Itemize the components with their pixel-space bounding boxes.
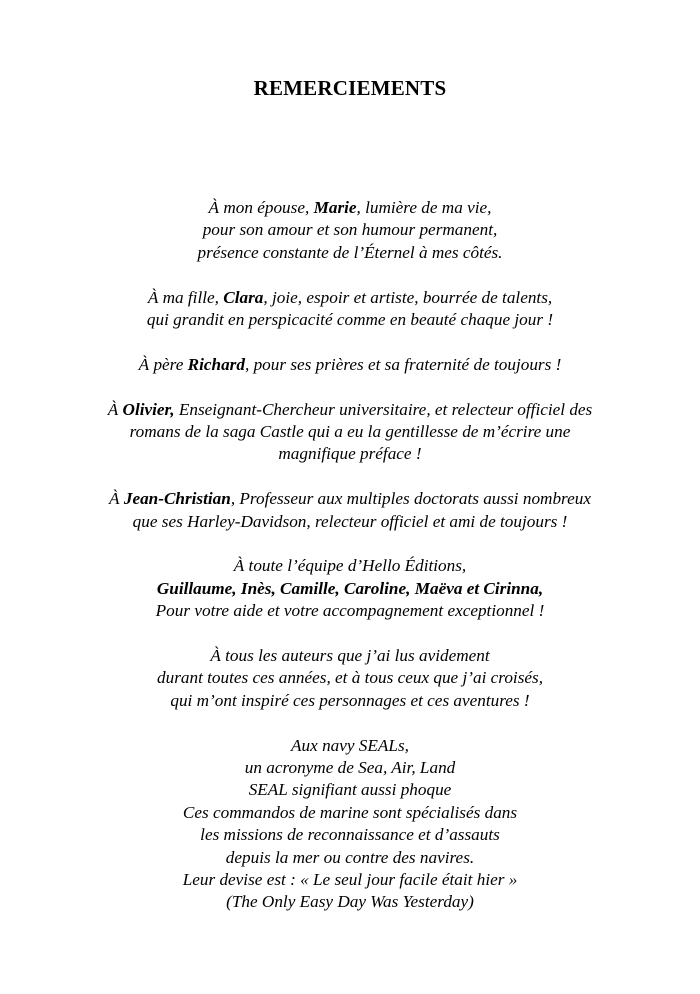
text-line [40,869,660,891]
line-text: Pour votre aide et votre accompagnement exceptionnel ! [155,601,545,621]
person-name: Richard [187,354,245,374]
acknowledgement-paragraph [40,197,660,264]
text-line [40,690,660,712]
line-text: Enseignant-Chercheur universitaire, et relecteur officiel des [174,399,593,419]
text-line [40,443,660,465]
acknowledgement-paragraph [40,645,660,712]
text-line [40,399,660,421]
line-text: Aux navy SEALs, [291,735,409,755]
text-line [40,735,660,757]
text-line [40,197,660,219]
acknowledgement-paragraph [40,735,660,914]
line-text: Leur devise est : « Le seul jour facile était hier » [182,870,518,890]
acknowledgement-paragraph [40,555,660,622]
line-text: qui grandit en perspicacité comme en beauté chaque jour ! [146,310,554,330]
line-text: , Professeur aux multiples doctorats aussi nombreux [230,489,591,509]
text-line [40,779,660,801]
line-text: , lumière de ma vie, [356,198,492,217]
line-text: un acronyme de Sea, Air, Land [244,758,456,778]
line-text: (The Only Easy Day Was Yesterday) [226,892,474,912]
line-text: pour son amour et son humour permanent, [202,220,498,240]
text-line [40,354,660,376]
line-text: , pour ses prières et sa fraternité de toujours ! [244,354,562,374]
line-text: que ses Harley-Davidson, relecteur officiel et ami de toujours ! [132,511,568,531]
page-title: REMERCIEMENTS [253,76,447,100]
text-line [40,757,660,779]
acknowledgement-paragraph [40,399,660,466]
text-line [40,219,660,241]
line-text: À mon épouse, [208,198,314,217]
text-line [40,645,660,667]
line-text: À ma fille, [147,287,224,307]
text-line [40,555,660,577]
line-text: les missions de reconnaissance et d’assauts [200,825,500,845]
text-line [40,847,660,869]
line-text: magnifique préface ! [278,444,422,464]
text-line [40,667,660,689]
line-text: À toute l’équipe d’Hello Éditions, [233,556,467,576]
line-text: , joie, espoir et artiste, bourrée de talents, [263,287,553,307]
line-text: présence constante de l’Éternel à mes côtés. [197,242,503,262]
line-text: romans de la saga Castle qui a eu la gentillesse de m’écrire une [129,422,571,442]
line-text: durant toutes ces années, et à tous ceux que j’ai croisés, [157,668,543,688]
text-line [40,891,660,913]
acknowledgements-body [40,197,660,914]
line-text: qui m’ont inspiré ces personnages et ces aventures ! [170,690,530,710]
acknowledgement-paragraph [40,354,660,376]
person-name: Clara [223,287,264,307]
person-name: Guillaume, Inès, Camille, Caroline, Maëva et Cirinna, [156,578,544,598]
text-line [40,578,660,600]
acknowledgement-paragraph [40,287,660,332]
text-line [40,488,660,510]
line-text: depuis la mer ou contre des navires. [225,847,475,867]
text-line [40,287,660,309]
text-line [40,421,660,443]
line-text: Ces commandos de marine sont spécialisés dans [182,802,518,822]
acknowledgement-paragraph [40,488,660,533]
person-name: Olivier, [122,399,175,419]
line-text: À [109,489,124,509]
text-line [40,600,660,622]
line-text: À père [138,354,188,374]
line-text: À [107,399,123,419]
person-name: Marie [313,198,357,217]
text-line [40,309,660,331]
line-text: SEAL signifiant aussi phoque [248,780,452,800]
line-text: À tous les auteurs que j’ai lus avidement [210,646,490,666]
text-line [40,511,660,533]
text-line [40,802,660,824]
text-line [40,824,660,846]
person-name: Jean-Christian [123,489,231,509]
text-line [40,242,660,264]
